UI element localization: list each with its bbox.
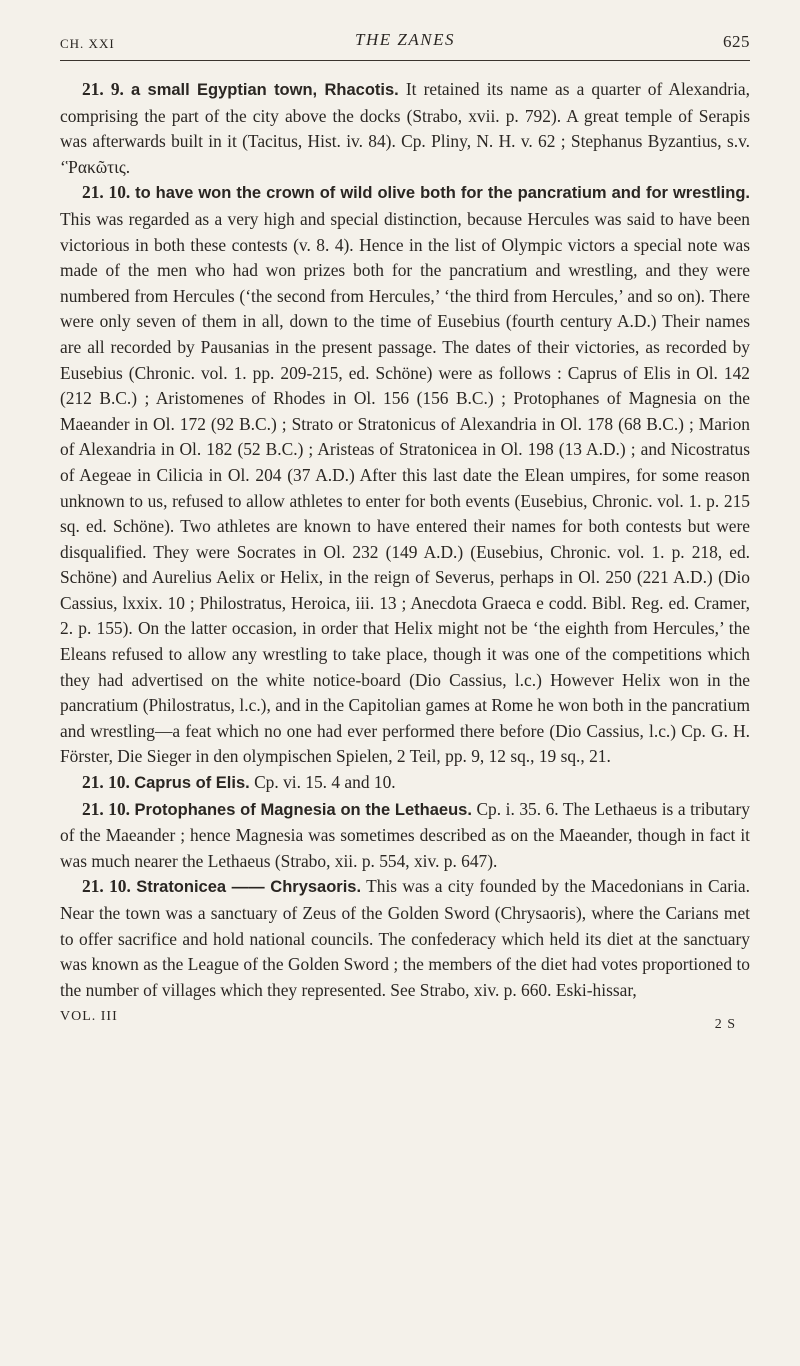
note-text: It retained its name as a quarter of Alexandria, comprising the part of the city above the docks (Strabo, xvii. p. 792). A great temple of Serapis was afterwards built in it (Tacitus, Hist. iv. 84). Cp. Pliny, N. H. v. 62 ; Stephanus Byzantius, s.v. ‘Ῥακῶτις.	[60, 79, 750, 177]
note-reference: 21. 10.	[82, 798, 131, 819]
document-page	[60, 30, 750, 1035]
note-lemma: to have won the crown of wild olive both for the pancratium and for wrestling.	[135, 184, 750, 203]
page-number: 625	[723, 32, 750, 51]
signature-mark: 2 S	[714, 1017, 736, 1033]
note-reference: 21. 10.	[82, 772, 130, 793]
note-item	[60, 874, 750, 1003]
note-reference: 21. 9.	[82, 79, 124, 99]
note-text: This was regarded as a very high and special distinction, because Hercules was said to have been victorious in both these contests (v. 8. 4). Hence in the list of Olympic victors a special note was made of the men who had won prizes both for the pancratium and wrestling, and they were numbered from Hercules (‘the second from Hercules,’ ‘the third from Hercules,’ and so on). There were only seven of them in all, down to the time of Eusebius (fourth century A.D.) Their names are all recorded by Pausanias in the present passage. The dates of their victories, as recorded by Eusebius (Chronic. vol. 1. pp. 209-215, ed. Schöne) were as follows : Caprus of Elis in Ol. 142 (212 B.C.) ; Aristomenes of Rhodes in Ol. 156 (156 B.C.) ; Protophanes of Magnesia on the Maeander in Ol. 172 (92 B.C.) ; Strato or Stratonicus of Alexandria in Ol. 178 (68 B.C.) ; Marion of Alexandria in Ol. 182 (52 B.C.) ; Aristeas of Stratonicea in Ol. 198 (13 A.D.) ; and Nicostratus of Aegeae in Cilicia in Ol. 204 (37 A.D.) After this last date the Elean umpires, for some reason unknown to us, refused to allow athletes to enter for both events (Eusebius, Chronic. vol. 1. p. 215 sq. ed. Schöne). Two athletes are known to have entered their names for both contests but were disqualified. They were Socrates in Ol. 232 (149 A.D.) (Eusebius, Chronic. vol. 1. p. 218, ed. Schöne) and Aurelius Aelix or Helix, in the reign of Severus, perhaps in Ol. 250 (221 A.D.) (Dio Cassius, lxxix. 10 ; Philostratus, Heroica, iii. 13 ; Anecdota Graeca e codd. Bibl. Reg. ed. Cramer, 2. p. 155). On the latter occasion, in order that Helix might not be ‘the eighth from Hercules,’ the Eleans refused to allow any wrestling to take place, though it was one of the competitions which they had advertised on the white notice-board (Dio Cassius, l.c.) However Helix won in the pancratium (Philostratus, l.c.), and in the Capitolian games at Rome he won both in the pancratium and wrestling—a feat which no one had ever performed there before (Dio Cassius, l.c.) Cp. G. H. Förster, Die Sieger in den olympischen Spielen, 2 Teil, pp. 9, 12 sq., 19 sq., 21.	[60, 208, 750, 767]
note-text: This was a city founded by the Macedonians in Caria. Near the town was a sanctuary of Zeus of the Golden Sword (Chrysaoris), where the Carians met to offer sacrifice and hold national councils. The confederacy which held its diet at the sanctuary was known as the League of the Golden Sword ; the members of the diet had votes proportioned to the number of villages which they represented. See Strabo, xiv. p. 660. Eski-hissar,	[60, 876, 751, 1000]
page-footer	[60, 1005, 750, 1035]
note-reference: 21. 10.	[82, 876, 131, 897]
note-item	[60, 180, 750, 770]
header-rule	[60, 60, 750, 61]
note-item	[60, 77, 750, 180]
note-text: Cp. vi. 15. 4 and 10.	[254, 772, 396, 793]
note-lemma: Stratonicea —— Chrysaoris.	[136, 878, 362, 897]
note-lemma: Caprus of Elis.	[134, 774, 250, 793]
note-text: Cp. i. 35. 6. The Lethaeus is a tributary of the Maeander ; hence Magnesia was sometimes described as on the Maeander, though in fact it was much nearer the Lethaeus (Strabo, xii. p. 554, xiv. p. 647).	[60, 798, 750, 871]
note-item	[60, 770, 750, 797]
page-title: THE ZANES	[355, 30, 455, 49]
volume-label: VOL. III	[60, 1009, 118, 1025]
note-reference: 21. 10.	[82, 182, 131, 203]
chapter-label: CH. XXI	[60, 36, 115, 51]
note-item	[60, 797, 750, 875]
note-lemma: a small Egyptian town, Rhacotis.	[131, 81, 399, 99]
note-lemma: Protophanes of Magnesia on the Lethaeus.	[134, 800, 472, 819]
running-head	[60, 30, 750, 56]
